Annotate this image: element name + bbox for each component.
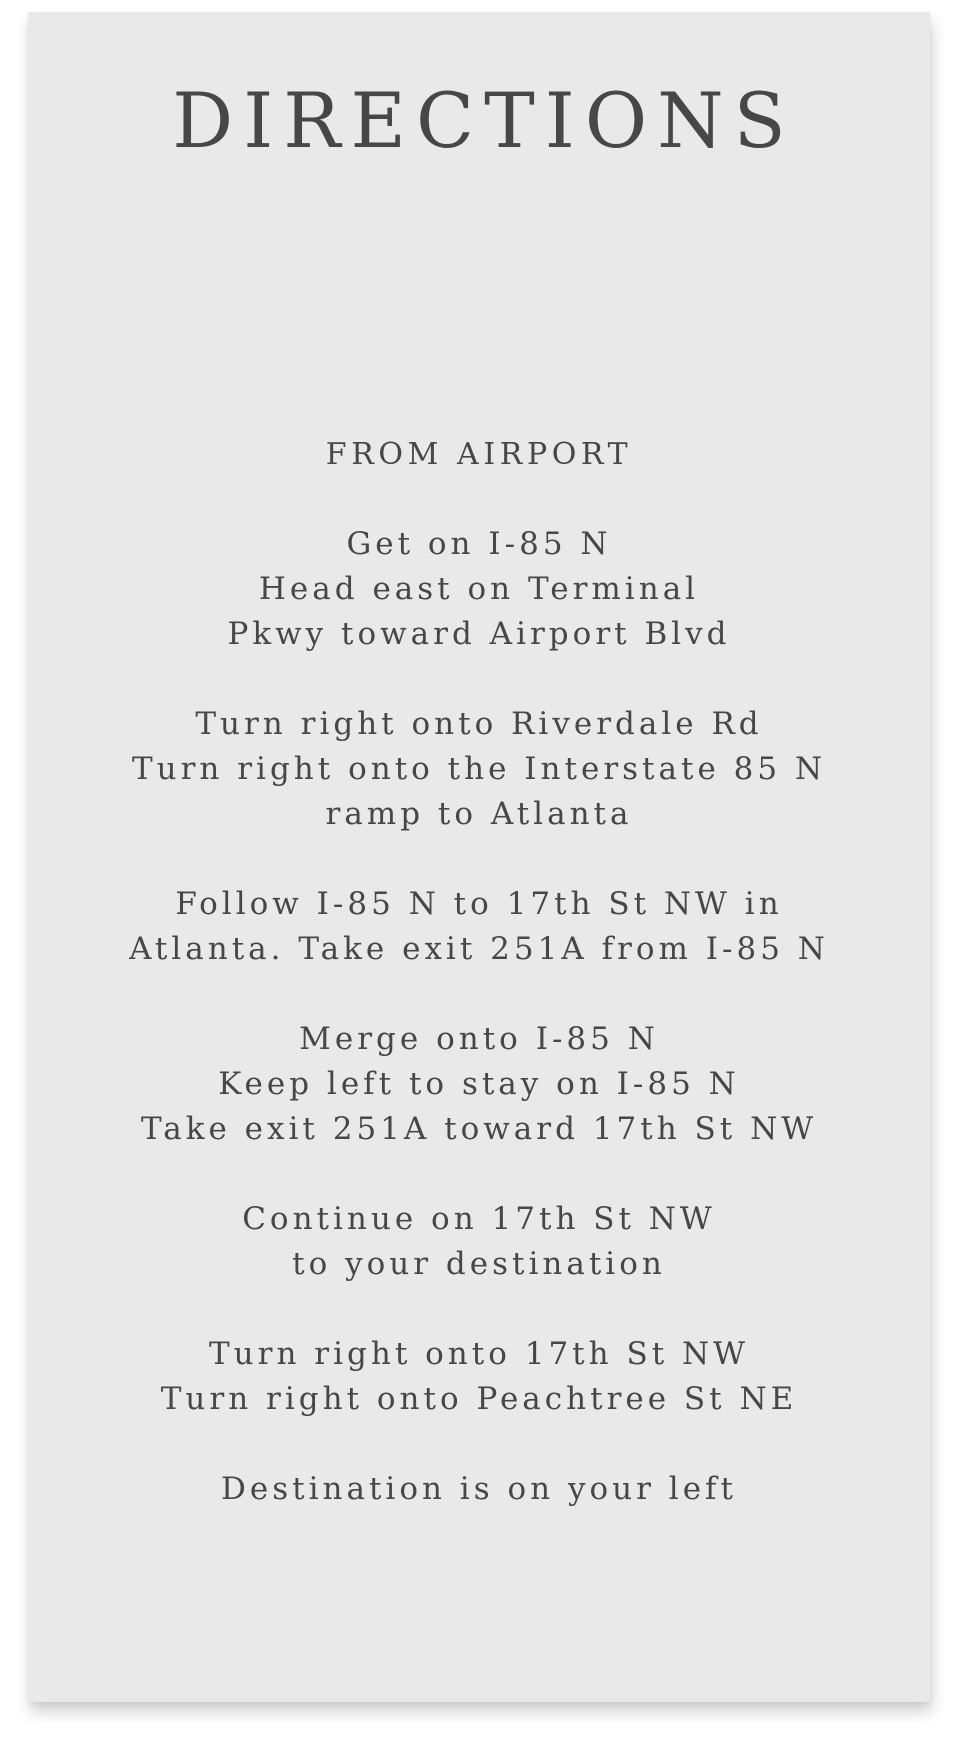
direction-line: Turn right onto 17th St NW (209, 1336, 749, 1372)
direction-step-1 (28, 522, 930, 657)
directions-card (28, 12, 930, 1702)
direction-line: Atlanta. Take exit 251A from I-85 N (129, 931, 829, 967)
direction-line: Pkwy toward Airport Blvd (227, 616, 731, 652)
direction-line: Head east on Terminal (258, 571, 700, 607)
section-label: FROM AIRPORT (325, 437, 633, 472)
direction-line: Destination is on your left (221, 1471, 737, 1507)
direction-line: ramp to Atlanta (325, 796, 633, 832)
direction-line: Turn right onto Peachtree St NE (160, 1381, 798, 1417)
direction-step-3 (28, 882, 930, 972)
direction-step-5 (28, 1197, 930, 1287)
direction-line: Keep left to stay on I-85 N (218, 1066, 740, 1102)
direction-line: Follow I-85 N to 17th St NW in (175, 886, 783, 922)
direction-line: Turn right onto Riverdale Rd (195, 706, 763, 742)
direction-step-7 (28, 1467, 930, 1512)
direction-step-2 (28, 702, 930, 837)
direction-line: Take exit 251A toward 17th St NW (140, 1111, 818, 1147)
directions-body (28, 432, 930, 1512)
direction-step-4 (28, 1017, 930, 1152)
direction-line: Get on I-85 N (346, 526, 612, 562)
direction-line: Turn right onto the Interstate 85 N (131, 751, 827, 787)
direction-line: Continue on 17th St NW (242, 1201, 716, 1237)
card-title: DIRECTIONS (172, 76, 796, 165)
direction-line: to your destination (292, 1246, 666, 1282)
direction-step-6 (28, 1332, 930, 1422)
direction-line: Merge onto I-85 N (299, 1021, 659, 1057)
